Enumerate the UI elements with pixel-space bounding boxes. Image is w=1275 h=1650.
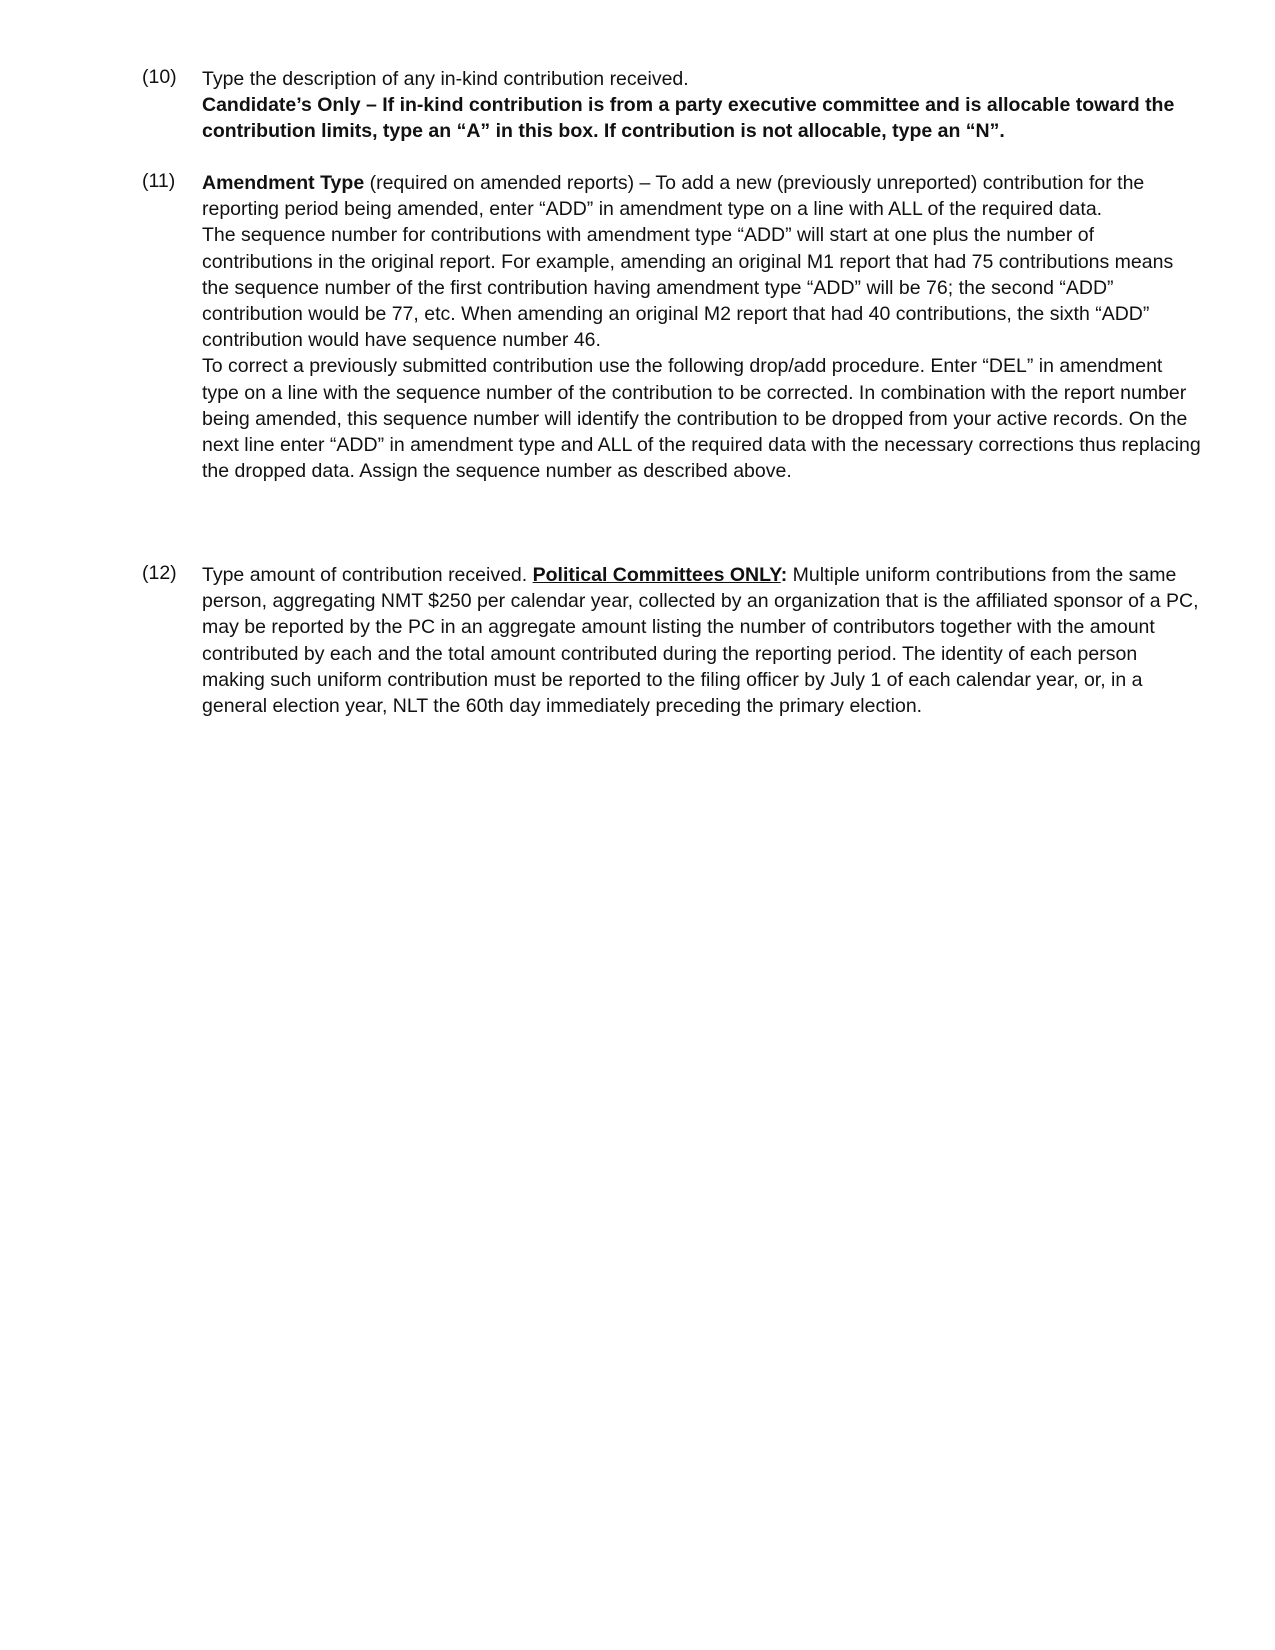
correction-procedure-paragraph: To correct a previously submitted contribution use the following drop/add procedure. Enter “DEL” in amendment type on a line with the sequence number of the contribution to be corrected. In combination with the report number being amended, this sequence number will identify the contribution to be dropped from your active records. On the next line enter “ADD” in amendment type and ALL of the required data with the necessary corrections thus replacing the dropped data. Assign the sequence number as described above. (202, 355, 1201, 483)
political-committees-only-label: Political Committees ONLY (532, 564, 781, 586)
item-body: Type amount of contribution received. Political Committees ONLY: Multiple uniform contributions from the same person, aggregating NMT $250 per calendar year, collected by an organization that is the affiliated sponsor of a PC, may be reported by the PC in an aggregate amount listing the number of contributors together with the amount contributed by each and the total amount contributed during the reporting period. The identity of each person making such uniform contribution must be reported to the filing officer by July 1 of each calendar year, or, in a general election year, NLT the 60th day immediately preceding the primary election. (202, 564, 1199, 718)
item-body (202, 170, 1202, 484)
item-number: (11) (142, 170, 176, 192)
sequence-number-paragraph: The sequence number for contributions with amendment type “ADD” will start at one plus the number of contributions in the original report. For example, amending an original M1 report that had 75 contributions means the sequence number of the first contribution having amendment type “ADD” will be 76; the second “ADD” contribution would be 77, etc. When amending an original M2 report that had 40 contributions, the sixth “ADD” contribution would have sequence number 46. (202, 224, 1174, 352)
item-number: (10) (142, 66, 177, 88)
candidates-only-note: Candidate’s Only – If in-kind contribution is from a party executive committee and is allocable toward the contribution limits, type an “A” in this box. If contribution is not allocable, type an “N”. (202, 94, 1175, 143)
item-body (202, 66, 1202, 145)
amendment-type-heading: Amendment Type (202, 172, 365, 194)
item-text: (required on amended reports) – To add a new (previously unreported) contribution for the reporting period being amended, enter “ADD” in amendment type on a line with ALL of the required data. (202, 172, 1145, 221)
item-text: Type the description of any in-kind contribution received. (202, 68, 689, 90)
item-text-rest: Multiple uniform contributions from the same person, aggregating NMT $250 per calendar year, collected by an organization that is the affiliated sponsor of a PC, may be reported by the PC in an aggregate amount listing the number of contributors together with the amount contributed by each and the total amount contributed during the reporting period. The identity of each person making such uniform contribution must be reported to the filing officer by July 1 of each calendar year, or, in a general election year, NLT the 60th day immediately preceding the primary election. (202, 564, 1199, 718)
item-text: Type amount of contribution received. (202, 564, 533, 586)
item-number: (12) (142, 562, 177, 584)
